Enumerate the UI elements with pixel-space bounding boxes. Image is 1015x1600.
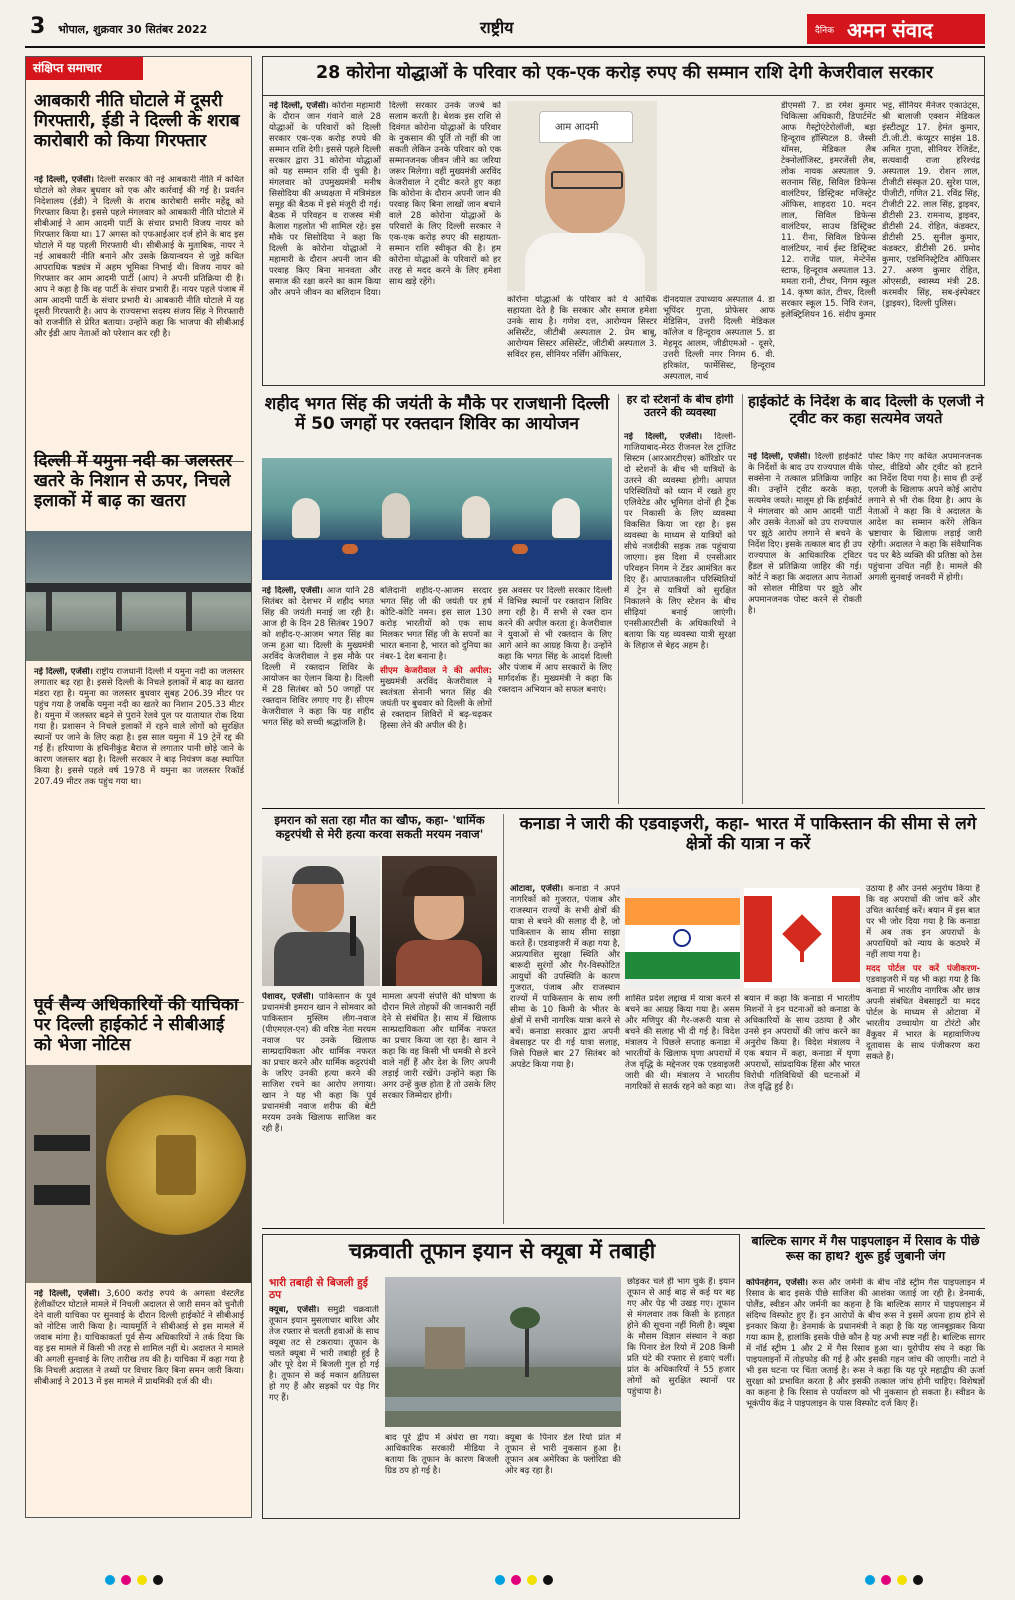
canada-text-4: उठाया है और उनसे अनुरोध किया है कि वह अपराधों की जांच करें और उचित कार्रवाई करें। बयान में इस बात पर भी जोर दिया गया है कि कनाडा में अब तक इन अपराधों के अपराधियों को न्याय के कठघरे में नहीं लाया गया है। — [866, 884, 980, 960]
cyclone-caption-col: बाद पूरे द्वीप में अंधेरा छा गया। आधिकारिक सरकारी मीडिया ने बताया कि तूफान के कारण बिजली ग्रिड ठप हो गई है। — [385, 1433, 499, 1476]
imran-story — [262, 814, 497, 1224]
railway-dateline: नई दिल्ली, एजेंसी। — [624, 432, 703, 442]
top-story-headline: 28 कोरोना योद्धाओं के परिवार को एक-एक करोड़ रुपए की सम्मान राशि देगी केजरीवाल सरकार — [315, 63, 934, 83]
baltic-body — [746, 1278, 985, 1516]
canada-story — [503, 814, 985, 1224]
section-title: राष्ट्रीय — [480, 18, 514, 37]
sidebar-headline-3: पूर्व सैन्य अधिकारियों की याचिका पर दिल्ली हाईकोर्ट ने सीबीआई को भेजा नोटिस — [34, 995, 239, 1056]
dateline-3: नई दिल्ली, एजेंसी। — [34, 1289, 100, 1299]
body-3: 3,600 करोड़ रुपये के अगस्ता वेस्टलैंड हेलीकॉप्टर घोटाले मामले में निचली अदालत से जारी समन को चुनौती देने वाली याचिका पर सुनवाई के दौरान दिल्ली हाईकोर्ट ने सीबीआई को नोटिस जारी किया है। न्यायमूर्ति ने सीबीआई से इस मामले में जवाब मांगा है। याचिकाकर्ता पूर्व सैन्य अधिकारियों ने तर्क दिया कि वह इस मामले में किसी भी तरह से शामिल नहीं थे। अदालत ने मामले की अगली सुनवाई के लिए तारीख तय की है। याचिका में कहा गया है कि निचली अदालत ने तथ्यों पर विचार किए बिना समन जारी किया। सीबीआई ने 2013 में इस मामले में प्राथमिकी दर्ज की थी। — [34, 1289, 244, 1387]
dateline-2: नई दिल्ली, एजेंसी। — [34, 667, 93, 677]
sidebar-headline-1: आबकारी नीति घोटाले में दूसरी गिरफ्तारी, ईडी ने दिल्ली के शराब कारोबारी को किया गिरफ्तार — [34, 91, 240, 152]
canada-headline: कनाडा ने जारी की एडवाइजरी, कहा- भारत में पाकिस्तान की सीमा से लगे क्षेत्रों की यात्रा न करें — [519, 814, 977, 855]
bhagat-text-2: बलिदानी शहीद-ए-आजम सरदार भगत सिंह जी की जयंती पर हर्ष कोटि-कोटि नमन। इस साल 130 करोड़ भारतीयों को एक साथ मिलकर भगत सिंह जी के सपनों का भारत बनाना है, भारत को दुनिया का नंबर-1 देश बनाना है। — [380, 586, 492, 662]
brand-name: अमन संवाद — [847, 18, 933, 42]
railway-headline: हर दो स्टेशनों के बीच होगी उतरने की व्यवस्था — [626, 394, 734, 419]
lg-dateline: नई दिल्ली, एजेंसी। — [748, 452, 811, 462]
page-number: 3 — [30, 14, 46, 39]
railway-text: दिल्ली-गाजियाबाद-मेरठ रीजनल रेल ट्रांजिट सिस्टम (आरआरटीएस) कॉरिडोर पर दो स्टेशनों के बीच भी यात्रियों के उतरने की व्यवस्था होगी। आपात परिस्थितियों को ध्यान में रखते हुए एलिवेटेड और भूमिगत दोनों ही ट्रैक पर निकासी के लिए व्यवस्था विकसित किया जा रहा है। इस व्यवस्था के माध्यम से यात्रियों को सीधे नजदीकी सड़क तक पहुंचाया जाएगा। इस दिशा में एनसीआर परिवहन निगम ने टेंडर आमंत्रित कर दिए हैं। आपातकालीन परिस्थितियों में ट्रेन से यात्रियों को सुरक्षित निकालने के लिए स्टेशन के बीच सीढ़ियां बनाई जाएंगी। एनसीआरटीसी के अधिकारियों ने बताया कि यह व्यवस्था यात्री सुरक्षा के लिहाज से बेहद अहम है। — [624, 432, 736, 651]
cyclone-headline: चक्रवाती तूफान इयान से क्यूबा में तबाही — [348, 1239, 656, 1263]
baltic-story — [746, 1234, 985, 1519]
lg-text-1: दिल्ली हाईकोर्ट के निर्देशों के बाद उप राज्यपाल वीके सक्सेना ने तत्काल प्रतिक्रिया जाहिर की। उन्होंने ट्वीट करके कहा, सत्यमेव जयते। मालूम हो कि हाईकोर्ट ने मंगलवार को आम आदमी पार्टी और उसके नेताओं को उप राज्यपाल पर झूठे आरोप लगाने से बचने के निर्देश दिए। इसके तत्काल बाद ही उप राज्यपाल के आधिकारिक ट्विटर हैंडल से प्रतिक्रिया जाहिर की गई। कोर्ट ने कहा कि अदालत आप नेताओं को सोशल मीडिया पर झूठे और अपमानजनक पोस्ट करने से रोकती है। — [748, 452, 862, 616]
imran-col1 — [262, 992, 376, 1220]
top-story — [262, 56, 985, 386]
sidebar-headline-2: दिल्ली में यमुना नदी का जलस्तर खतरे के निशान से ऊपर, निचले इलाकों में बाढ़ का खतरा — [34, 451, 233, 512]
brand-box — [807, 14, 985, 44]
bhagat-dateline: नई दिल्ली, एजेंसी। — [262, 586, 323, 596]
canada-col4 — [866, 884, 980, 1220]
railway-story — [618, 394, 736, 804]
imran-dateline: पेशावर, एजेंसी। — [262, 992, 314, 1002]
bhagat-col3: इस अवसर पर दिल्ली सरकार दिल्ली में विभिन्न स्थानों पर रक्तदान शिविर लगा रही है। मैं सभी से रक्त दान करने की अपील करता हूं। केजरीवाल ने युवाओं से भी रक्तदान के लिए आगे आने का आग्रह किया है। उन्होंने कहा कि भगत सिंह के आदर्श दिल्ली और पंजाब में आप सरकारों के लिए मार्गदर्शक हैं। मुख्यमंत्री ने कहा कि रक्तदान अभियान को सफल बनाएं। — [498, 586, 612, 695]
body-2: राष्ट्रीय राजधानी दिल्ली में यमुना नदी का जलस्तर लगातार बढ़ रहा है। इससे दिल्ली के निचले इलाकों में बाढ़ का खतरा मंडरा रहा है। यमुना का जलस्तर बुधवार सुबह 206.39 मीटर पर पहुंच गया है जबकि यमुना नदी का खतरे का निशान 205.33 मीटर है। यमुना में जलस्तर बढ़ने से पुराने रेलवे पुल पर यातायात रोक दिया गया है। प्रशासन ने निचले इलाकों में रहने वाले लोगों को सुरक्षित स्थानों पर जाने के लिए कहा है। इस साल यमुना में 19 ट्रेनें रद्द की गई हैं। हरियाणा के हथिनीकुंड बैराज से लगातार पानी छोड़े जाने के कारण जलस्तर बढ़ा है। दिल्ली सरकार ने बाढ़ नियंत्रण कक्ष स्थापित किया है। इससे पहले वर्ष 1978 में यमुना का जलस्तर रिकॉर्ड 207.49 मीटर तक पहुंच गया था। — [34, 667, 244, 787]
top-story-body — [269, 101, 501, 379]
cyclone-col2: क्यूबा के पिनार डेल रियो प्रांत में तूफान से भारी नुकसान हुआ है। तूफान अब अमेरिका के फ्लोरिडा की ओर बढ़ रहा है। — [505, 1433, 621, 1476]
bhagat-subhead: सीएम केजरीवाल ने की अपील: — [380, 666, 492, 676]
sidebar-title: संक्षिप्त समाचार — [25, 56, 143, 80]
imran-col2: मामला अपनी संपत्ति की घोषणा के दौरान मिले तोहफों की जानकारी नहीं देने से संबंधित है। साथ में खिलाफ साम्प्रदायिकता और धार्मिक नफरत का प्रचार किया जा रहा है। खान ने कहा कि वह किसी भी धमकी से डरने वाले नहीं हैं और देश के लिए अपनी लड़ाई जारी रखेंगे। उन्होंने कहा कि अगर उन्हें कुछ होता है तो उसके लिए सरकार जिम्मेदार होगी। — [382, 992, 496, 1101]
maryam-nawaz-photo — [382, 856, 497, 986]
bhagat-col1 — [262, 586, 374, 800]
canada-col3: बयान में कहा कि कनाडा में भारतीय मिशनों ने इन घटनाओं को कनाडा के अधिकारियों के साथ उठाया है और उनसे इन अपराधों की जांच करने का अनुरोध किया है। विदेश मंत्रालय ने एक बयान में कहा, कनाडा में घृणा अपराधों, सांप्रदायिक हिंसा और भारत विरोधी गतिविधियों की घटनाओं में तेज वृद्धि हुई है। — [744, 994, 860, 1092]
sidebar — [25, 56, 252, 1518]
blood-camp-photo — [262, 458, 612, 580]
cyclone-dateline: क्यूबा, एजेंसी। — [269, 1305, 320, 1315]
dateline: भोपाल, शुक्रवार 30 सितंबर 2022 — [58, 23, 208, 36]
cyclone-damage-photo — [385, 1277, 621, 1427]
cyclone-text-1: समुद्री चक्रवाती तूफान इयान मुसलाधार बारिश और तेज रफ्तार से चलती हवाओं के साथ क्यूबा तट से टकराया। तूफान के चलते क्यूबा में भारी तबाही हुई है और पूरे देश में बिजली गुल हो गई है। तूफान से कई मकान क्षतिग्रस्त हो गए हैं और सड़कों पर पेड़ गिर गए हैं। — [269, 1305, 379, 1403]
yamuna-flood-photo — [26, 531, 252, 661]
canada-subhead: मदद पोर्टल पर करें पंजीकरण- — [866, 964, 980, 974]
body-1: दिल्ली सरकार की नई आबकारी नीति में कथित घोटाले को लेकर बुधवार को एक और कार्रवाई की गई है। प्रवर्तन निदेशालय (ईडी) ने दिल्ली के शराब कारोबारी समीर महेंद्रू को गिरफ्तार किया है। इससे पहले मंगलवार को आबकारी नीति घोटाले में सीबीआई ने आम आदमी पार्टी के संचार प्रभारी विजय नायर को गिरफ्तार किया था। 17 अगस्त को एफआईआर दर्ज होने के बाद इस घोटाले में यह पहली गिरफ्तारी थी। सीबीआई के मुताबिक, नायर ने नई आबकारी नीति बनाने और उसके क्रियान्वयन से जुड़े कथित आपराधिक षड्यंत्र में अहम भूमिका निभाई थी। विजय नायर को गिरफ्तार कर आम आदमी पार्टी (आप) ने अपनी प्रतिक्रिया दी है। आप ने कहा है कि वह पार्टी के संचार प्रभारी हैं। नायर पहले पंजाब में आम आदमी पार्टी के संचार प्रभारी थे। आबकारी नीति घोटाले में यह दूसरी गिरफ्तारी है। आप के राज्यसभा सदस्य संजय सिंह ने गिरफ्तारी को राजनीति से प्रेरित बताया। उन्होंने कहा कि भाजपा की सीबीआई और ईडी आप नेताओं को परेशान कर रही है। — [34, 175, 244, 339]
header-rule — [25, 46, 985, 48]
divider-1 — [262, 808, 985, 809]
canada-dateline: ओटावा, एजेंसी। — [510, 884, 564, 894]
brand-small: दैनिक — [815, 26, 835, 36]
print-color-marks — [25, 1572, 985, 1588]
lg-story — [742, 394, 985, 804]
court-emblem-photo — [26, 1065, 252, 1283]
divider-2 — [262, 1228, 985, 1229]
cyclone-col3: छोड़कर चले ही भाग चुके हैं। इयान तूफान से आई बाढ़ से कई घर बह गए और पेड़ भी उखड़ गए। तूफान से मंगलवार तक किसी के हताहत होने की सूचना नहीं मिली है। क्यूबा के मौसम विज्ञान संस्थान ने कहा कि पिनार डेल रियो में 208 किमी प्रति घंटे की रफ्तार से हवाएं चलीं। प्रांत के अधिकारियों ने 55 हजार लोगों को सुरक्षित स्थानों पर पहुंचाया है। — [627, 1277, 735, 1397]
bhagat-text-1: आज यानि 28 सितंबर को देशभर में शहीद भगत सिंह की जयंती मनाई जा रही है। आज ही के दिन 28 सितंबर 1907 को शहीद-ए-आजम भगत सिंह का जन्म हुआ था। दिल्ली के मुख्यमंत्री अरविंद केजरीवाल ने इस मौके पर दिल्ली में रक्तदान शिविर के आयोजन का ऐलान किया है। दिल्ली में 28 सितंबर को 50 जगहों पर रक्तदान शिविर लगाए गए हैं। सीएम केजरीवाल ने कहा कि यह शहीद भगत सिंह को सच्ची श्रद्धांजलि है। — [262, 586, 374, 728]
sidebar-story-1 — [34, 175, 244, 457]
top-story-col3: दीनदयाल उपाध्याय अस्पताल 4. डा भूपिंदर गुप्ता, प्रोफेसर आफ मेडिसिन, उत्तरी दिल्ली मेडिकल कॉलेज व हिन्दूराव अस्पताल 5. डा मेहमूद आलम, जीडीएमओ - दूसरे, उत्तरी दिल्ली नगर निगम 6. वी. हरिकांत, फार्मेसिस्ट, हिन्दूराव अस्पताल, नार्थ — [663, 295, 775, 381]
baltic-dateline: कोपेनहेगन, एजेंसी। — [746, 1278, 808, 1288]
cap-text: आम आदमी — [555, 122, 599, 133]
cyclone-col1 — [269, 1305, 379, 1515]
sidebar-story-2 — [34, 667, 244, 992]
bhagat-text-2b: मुख्यमंत्री अरविंद केजरीवाल ने स्वतंत्रता सेनानी भगत सिंह की जयंती पर बुधवार को दिल्ली के लोगों से रक्तदान शिविरों में बढ़-चढ़कर हिस्सा लेने की अपील की है। — [380, 677, 492, 731]
canada-col2: शासित प्रदेश लद्दाख में यात्रा करने से बचने का आग्रह किया गया है। असम और मणिपुर की गैर-जरूरी यात्रा से बचने की सलाह भी दी गई है। विदेश मंत्रालय ने पिछले सप्ताह कनाडा में भारतीयों के खिलाफ घृणा अपराधों में तेज वृद्धि के मद्देनजर एक एडवाइजरी जारी की थी। मंत्रालय ने भारतीय नागरिकों से सतर्क रहने को कहा था। — [625, 994, 740, 1092]
bhagat-story — [262, 394, 612, 804]
top-story-text: कोरोना महामारी के दौरान जान गंवाने वाले 28 योद्धाओं के परिवारों को दिल्ली सरकार एक-एक करोड़ रुपये की सम्मान राशि देगी। इससे पहले दिल्ली सरकार द्वारा 31 कोरोना योद्धाओं को यह सम्मान राशि दी चुकी है। मंगलवार को उपमुख्यमंत्री मनीष सिसोदिया की अध्यक्षता में मंत्रिमंडल समूह की बैठक में इसे मंजूरी दी गई। बैठक में परिवहन व राजस्व मंत्री कैलाश गहलोत भी शामिल रहे। इस मौके पर सिसोदिया ने कहा कि दिल्ली के कोरोना योद्धाओं ने महामारी के दौरान अपनी जान की परवाह किए बिना मानवता और समाज की रक्षा करने का काम किया और अपने जीवन का बलिदान दिया। दिल्ली सरकार उनके जज्बे को सलाम करती है। बेशक इस राशि से दिवंगत कोरोना योद्धाओं के परिवार के नुकसान की पूर्ति तो नहीं की जा सकती लेकिन उनके परिवार को एक सम्मानजनक जीवन जीने का जरिया जरूर मिलेगा। वहीं मुख्यमंत्री अरविंद केजरीवाल ने ट्वीट करते हुए कहा कि कोरोना के दौरान अपनी जान की परवाह किए बिना लाखों जान बचाने वाले 28 कोरोना योद्धाओं के परिवारों के लिए दिल्ली सरकार ने एक-एक करोड़ रुपए की सहायता-सम्मान राशि स्वीकृत की है। हम कोरोना योद्धाओं के परिवारों को हर तरह से मदद करने के लिए हमेशा साथ खड़े रहेंगे। — [269, 101, 501, 298]
baltic-headline: बाल्टिक सागर में गैस पाइपलाइन में रिसाव के पीछे रूस का हाथ? शुरू हुई जुबानी जंग — [751, 1234, 980, 1263]
top-story-col5: भट्ट, सीनियर मैनेजर एकाउंट्स, श्री बालाजी एक्शन मेडिकल इंस्टीट्यूट 17. हेमंत कुमार, टी.जी.टी. कंप्यूटर साइंस 18. अमित गुप्ता, सीनियर रेजिडेंट, सत्यवादी राजा हरिश्चंद्र अस्पताल 19. रोशन लाल, टीजीटी संस्कृत 20. सुरेश पाल, पीजीटी, गणित 21. रविंद्र सिंह, टीजीटी 22. लाल सिंह, ड्राइवर, डीटीसी 23. रामनाथ, ड्राइवर, डीटीसी 24. रोहित, कंडक्टर, डीटीसी 25. सुनील कुमार, कंडक्टर, डीटीसी 26. प्रमोद कुमार, एडमिनिस्ट्रेटिव ऑफिसर 27. अरुण कुमार रोहित, ओएसडी, स्वास्थ्य मंत्री 28. करमवीर सिंह, सब-इंस्पेक्टर (ड्राइवर), दिल्ली पुलिस। — [882, 101, 980, 309]
lg-col2: पोस्ट किए गए कथित अपमानजनक पोस्ट, वीडियो और ट्वीट को हटाने का निर्देश दिया गया है। साथ ही उन्हें एलजी के खिलाफ अपने कोई आरोप लगाने से भी रोक दिया है। आप के नेताओं ने कहा कि वे अदालत के आदेश का सम्मान करेंगे लेकिन भ्रष्टाचार के खिलाफ लड़ाई जारी रहेगी। अदालत ने कहा कि संवैधानिक पद पर बैठे व्यक्ति की प्रतिष्ठा को ठेस पहुंचाना उचित नहीं है। मामले की अगली सुनवाई जनवरी में होगी। — [868, 452, 982, 583]
imran-headline: इमरान को सता रहा मौत का खौफ, कहा- 'धार्मिक कट्टरपंथी से मेरी हत्या करवा सकती मरयम नवाज' — [274, 814, 485, 841]
top-story-col4: डीएमसी 7. डा रमेश कुमार चिकित्सा अधिकारी, डिपार्टमेंट आफ गैस्ट्रोएंटेरोलॉजी, बड़ा हिन्दूराव हॉस्पिटल 8. जैस्सी थॉमस, मेडिकल लैब टेक्नोलॉजिस्ट, इमरजेंसी लैब, लोक नायक अस्पताल 9. सतनाम सिंह, सिविल डिफेन्स वालंटियर, डिस्ट्रिक्ट मजिस्ट्रेट ऑफिस, शाहदरा 10. मदन लाल, सिविल डिफेन्स वालंटियर, साउथ डिस्ट्रिक्ट 11. रीना, सिविल डिफेन्स वालंटियर, नार्थ ईस्ट डिस्ट्रिक्ट 12. राजेंद्र पाल, मेन्टेनेंस स्टाफ, हिन्दूराव अस्पताल 13. ममता रानी, टीचर, निगम स्कूल 14. कृष्ण कांत, टीचर, दिल्ली सरकार स्कूल 15. निवि रंजन, इलेक्ट्रिशियन 16. संदीप कुमार — [781, 101, 876, 320]
bhagat-col2 — [380, 586, 492, 800]
canada-flag-photo — [744, 888, 860, 988]
cyclone-story — [262, 1234, 740, 1519]
masthead — [0, 0, 1015, 46]
canada-text-1: कनाडा ने अपने नागरिकों को गुजरात, पंजाब और राजस्थान राज्यों के सभी क्षेत्रों की यात्रा से बचने की सलाह दी है, जो पाकिस्तान के साथ सीमा साझा करते हैं। एडवाइजरी में कहा गया है, अप्रत्याशित सुरक्षा स्थिति और बारूदी सुरंगों और गैर-विस्फोटित आयुधों की उपस्थिति के कारण गुजरात, पंजाब और राजस्थान राज्यों में पाकिस्तान के साथ लगी सीमा के 10 किमी के भीतर के क्षेत्रों में सभी नागरिक यात्रा करने से बचें। कनाडा सरकार द्वारा अपनी वेबसाइट पर दी गई यात्रा सलाह, जिसे पिछले बार 27 सितंबर को अपडेट किया गया है। — [510, 884, 620, 1070]
sidebar-story-3 — [34, 1289, 244, 1515]
canada-text-4b: एडवाइजरी में यह भी कहा गया है कि कनाडा में भारतीय नागरिक और छात्र अपनी संबंधित वेबसाइटों या मदद पोर्टल के माध्यम से ओटावा में भारतीय उच्चायोग या टोरंटो और वैंकूवर में भारत के महावाणिज्य दूतावास के साथ पंजीकरण करा सकते हैं। — [866, 975, 980, 1062]
lg-headline: हाईकोर्ट के निर्देश के बाद दिल्ली के एलजी ने ट्वीट कर कहा सत्यमेव जयते — [748, 394, 984, 428]
imran-khan-photo — [262, 856, 380, 986]
top-story-dateline: नई दिल्ली, एजेंसी। — [269, 101, 329, 111]
lg-col1 — [748, 452, 862, 800]
sisodia-photo — [507, 101, 657, 291]
imran-text-1: पाकिस्तान के पूर्व प्रधानमंत्री इमरान खान ने सोमवार को पाकिस्तान मुस्लिम लीग-नवाज (पीएमएल-एन) की वरिष्ठ नेता मरयम नवाज पर उनके खिलाफ साम्प्रदायिकता और धार्मिक नफरत का प्रचार करने और धार्मिक कट्टरपंथी के जरिए उनकी हत्या करने की साजिश रचने का आरोप लगाया। खान ने यह भी कहा कि पूर्व प्रधानमंत्री नवाज शरीफ की बेटी मरयम उनके खिलाफ साजिश कर रही हैं। — [262, 992, 376, 1134]
baltic-text: रूस और जर्मनी के बीच नॉर्ड स्ट्रीम गैस पाइपलाइन में रिसाव के बाद इसके पीछे साजिश की आशंका जताई जा रही है। डेनमार्क, पोलैंड, स्वीडन और जर्मनी का कहना है कि बाल्टिक सागर में पाइपलाइन में संदिग्ध विस्फोट हुए हैं। इन आरोपों के बीच रूस ने इसमें अपना हाथ होने से इनकार किया है। डेनमार्क के प्रधानमंत्री ने कहा है कि यह जानबूझकर किया गया काम है, हालांकि इसके पीछे कौन है यह अभी स्पष्ट नहीं है। बाल्टिक सागर में नॉर्ड स्ट्रीम 1 और 2 में गैस रिसाव हुआ था। यूरोपीय संघ ने कहा कि पाइपलाइनों में तोड़फोड़ की गई है और इसकी गहन जांच की जाएगी। नाटो ने भी इस घटना पर चिंता जताई है। रूस ने कहा कि यह पूरे महाद्वीप की ऊर्जा सुरक्षा को प्रभावित करता है और इसकी तत्काल जांच होनी चाहिए। विशेषज्ञों का कहना है कि रिसाव से पर्यावरण को भी नुकसान हो सकता है। स्वीडन के भूकंपीय केंद्र ने पाइपलाइन के पास विस्फोट दर्ज किए हैं। — [746, 1278, 985, 1409]
railway-body — [624, 432, 736, 800]
bhagat-headline: शहीद भगत सिंह की जयंती के मौके पर राजधानी दिल्ली में 50 जगहों पर रक्तदान शिविर का आयोजन — [264, 394, 610, 435]
dateline-1: नई दिल्ली, एजेंसी। — [34, 175, 94, 185]
canada-col1 — [510, 884, 620, 1220]
photo-caption: कोरोना योद्धाओं के परिवार को ये आर्थिक सहायता देते है कि सरकार और समाज हमेशा उनके साथ है। गणेश दत्त, आरोग्यम सिस्टर असिस्टेंट, जीटीबी अस्पताल 2. प्रेम बाबू, आरोग्यम सिस्टर असिस्टेंट, जीटीबी अस्पताल 3. सविंदर हस, सीनियर नर्सिंग ऑफिसर, — [507, 295, 657, 360]
india-flag-photo — [625, 888, 740, 988]
cyclone-subhead: भारी तबाही से बिजली हुई ठप — [269, 1277, 368, 1302]
